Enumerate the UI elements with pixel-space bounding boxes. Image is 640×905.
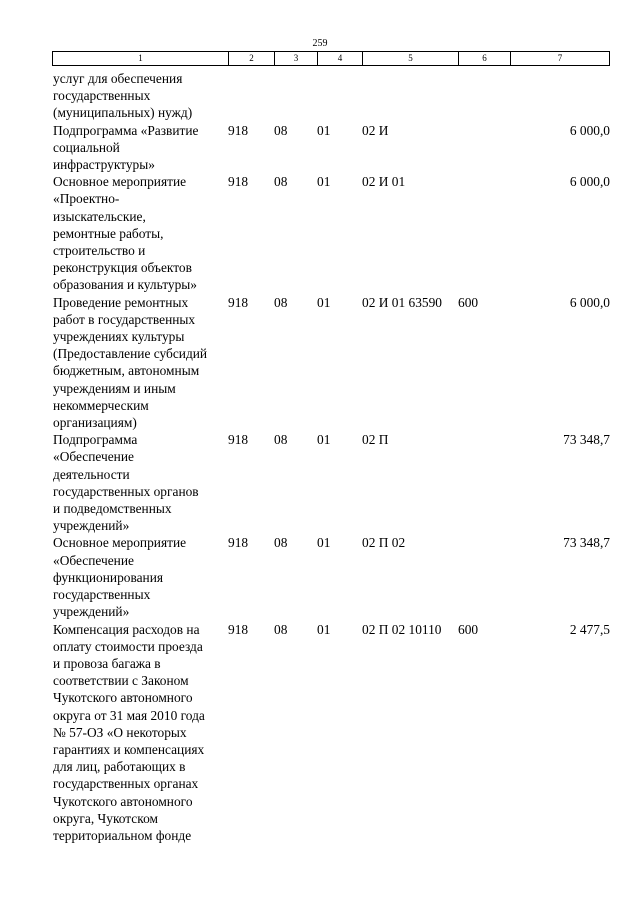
description-line: государственных xyxy=(53,587,151,603)
description-line: реконструкция объектов xyxy=(53,260,192,276)
description-line: государственных xyxy=(53,88,151,104)
description-line: Подпрограмма «Развитие xyxy=(53,122,199,138)
header-col-6: 6 xyxy=(459,52,511,65)
grbs-code xyxy=(228,70,274,122)
subsection-code: 01 xyxy=(317,621,331,637)
amount xyxy=(510,70,610,122)
description-line: строительство и xyxy=(53,243,146,259)
description-line: округа, Чукотском xyxy=(53,810,158,826)
description-line: изыскательские, xyxy=(53,208,146,224)
subsection-code xyxy=(317,70,362,122)
subsection-code: 01 xyxy=(317,122,331,138)
expense-type-code xyxy=(458,173,510,293)
description-line: и подведомственных xyxy=(53,501,172,517)
description-line: услуг для обеспечения xyxy=(53,71,183,86)
amount: 6 000,0 xyxy=(569,174,610,190)
description-line: Проведение ремонтных xyxy=(53,294,189,310)
amount: 6 000,0 xyxy=(569,122,610,138)
page-number: 259 xyxy=(312,38,328,49)
row-description xyxy=(52,621,228,845)
header-col-1: 1 xyxy=(53,52,229,65)
target-article-code: 02 П 02 10110 xyxy=(362,621,442,637)
grbs-code: 918 xyxy=(228,621,249,637)
target-article-code xyxy=(362,70,458,122)
description-line: № 57-ОЗ «О некоторых xyxy=(53,724,187,740)
subsection-code: 01 xyxy=(317,174,331,190)
amount: 6 000,0 xyxy=(569,294,610,310)
grbs-code: 918 xyxy=(228,432,249,448)
description-line: функционирования xyxy=(53,569,164,585)
row-description xyxy=(52,534,228,620)
description-line: территориальном фонде xyxy=(53,827,192,843)
description-line: учреждениям и иным xyxy=(53,380,176,396)
description-line: округа от 31 мая 2010 года xyxy=(53,707,205,723)
amount: 2 477,5 xyxy=(569,621,610,637)
section-code: 08 xyxy=(274,174,288,190)
target-article-code: 02 П 02 xyxy=(362,535,406,551)
header-col-5: 5 xyxy=(363,52,459,65)
description-line: учреждений» xyxy=(53,518,130,534)
expense-type-code xyxy=(458,122,510,174)
description-line: для лиц, работающих в xyxy=(53,759,186,775)
header-col-4: 4 xyxy=(318,52,363,65)
description-line: Основное мероприятие xyxy=(53,174,187,190)
description-line: Компенсация расходов на xyxy=(53,621,200,637)
subsection-code: 01 xyxy=(317,294,331,310)
description-line: (Предоставление субсидий xyxy=(53,346,208,362)
section-code: 08 xyxy=(274,621,288,637)
amount: 73 348,7 xyxy=(563,535,610,551)
grbs-code: 918 xyxy=(228,294,249,310)
subsection-code: 01 xyxy=(317,432,331,448)
description-line: соответствии с Законом xyxy=(53,673,189,689)
column-number-header xyxy=(52,51,610,66)
table-row xyxy=(52,431,610,534)
description-line: Чукотского автономного xyxy=(53,690,193,706)
description-line: ремонтные работы, xyxy=(53,225,164,241)
description-line: учреждениях культуры xyxy=(53,329,185,345)
grbs-code: 918 xyxy=(228,535,249,551)
table-row xyxy=(52,534,610,620)
description-line: (муниципальных) нужд) xyxy=(53,105,193,121)
section-code: 08 xyxy=(274,122,288,138)
header-col-2: 2 xyxy=(229,52,275,65)
table-row xyxy=(52,70,610,122)
target-article-code: 02 П xyxy=(362,432,389,448)
description-line: гарантиях и компенсациях xyxy=(53,741,205,757)
section-code: 08 xyxy=(274,294,288,310)
target-article-code: 02 И 01 63590 xyxy=(362,294,442,310)
description-line: государственных органах xyxy=(53,776,199,792)
description-line: «Обеспечение xyxy=(53,552,134,568)
table-row xyxy=(52,173,610,293)
section-code: 08 xyxy=(274,535,288,551)
header-col-3: 3 xyxy=(275,52,318,65)
description-line: инфраструктуры» xyxy=(53,157,155,173)
description-line: Чукотского автономного xyxy=(53,793,193,809)
expense-type-code xyxy=(458,534,510,620)
table-row xyxy=(52,122,610,174)
expense-type-code: 600 xyxy=(458,621,479,637)
header-col-7: 7 xyxy=(557,53,563,63)
row-description xyxy=(52,122,228,174)
table-body xyxy=(52,70,610,844)
description-line: оплату стоимости проезда xyxy=(53,638,203,654)
target-article-code: 02 И xyxy=(362,122,389,138)
grbs-code: 918 xyxy=(228,122,249,138)
description-line: деятельности xyxy=(53,466,130,482)
description-line: некоммерческим xyxy=(53,397,149,413)
description-line: работ в государственных xyxy=(53,311,196,327)
expense-type-code xyxy=(458,431,510,534)
description-line: «Обеспечение xyxy=(53,449,134,465)
table-row xyxy=(52,621,610,845)
description-line: государственных органов xyxy=(53,483,199,499)
row-description xyxy=(52,294,228,432)
target-article-code: 02 И 01 xyxy=(362,174,406,190)
description-line: Основное мероприятие xyxy=(53,535,187,551)
row-description xyxy=(52,431,228,534)
amount: 73 348,7 xyxy=(563,432,610,448)
description-line: социальной xyxy=(53,139,120,155)
subsection-code: 01 xyxy=(317,535,331,551)
section-code xyxy=(274,70,317,122)
description-line: Подпрограмма xyxy=(53,432,138,448)
row-description xyxy=(52,173,228,293)
section-code: 08 xyxy=(274,432,288,448)
description-line: учреждений» xyxy=(53,604,130,620)
description-line: бюджетным, автономным xyxy=(53,363,200,379)
grbs-code: 918 xyxy=(228,174,249,190)
description-line: организациям) xyxy=(53,415,137,431)
row-description xyxy=(52,70,228,122)
description-line: и провоза багажа в xyxy=(53,655,161,671)
description-line: «Проектно- xyxy=(53,191,120,207)
description-line: образования и культуры» xyxy=(53,277,197,293)
expense-type-code: 600 xyxy=(458,294,479,310)
table-row xyxy=(52,294,610,432)
expense-type-code xyxy=(458,70,510,122)
